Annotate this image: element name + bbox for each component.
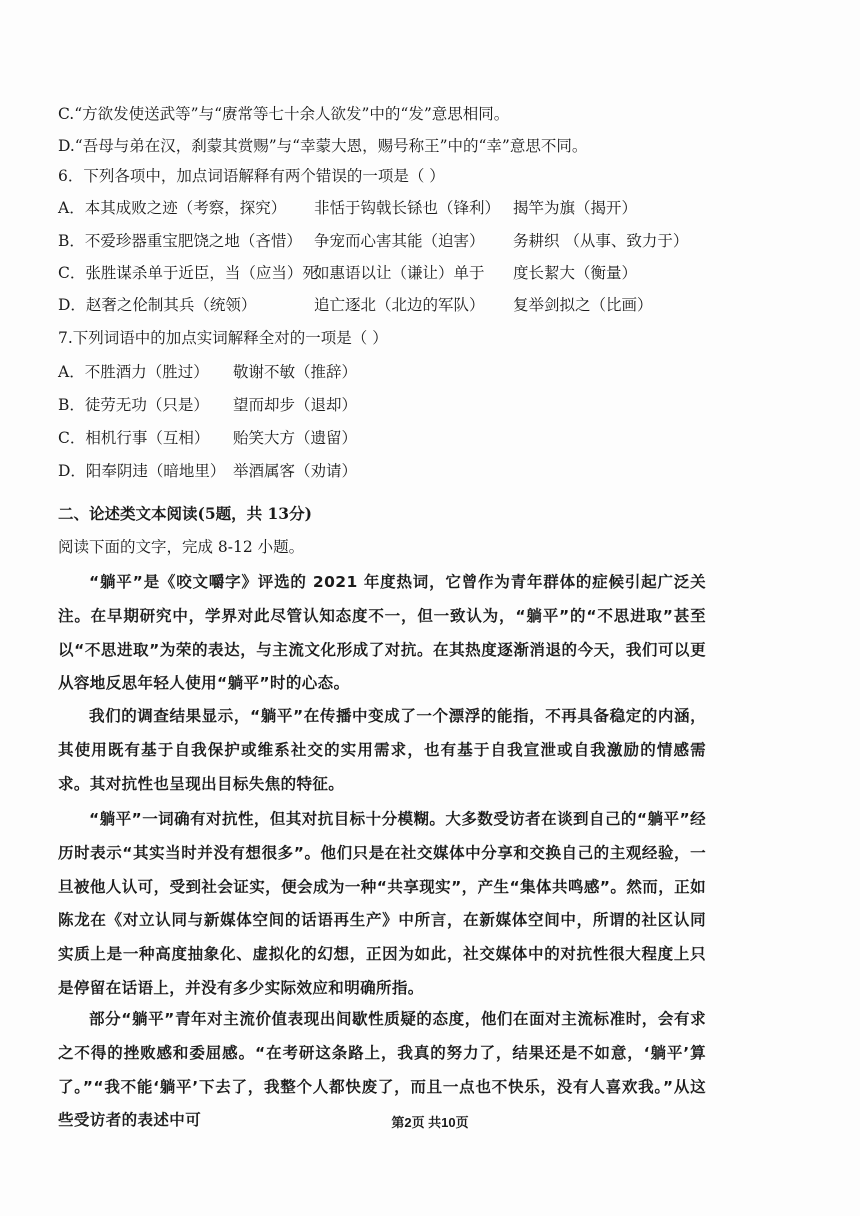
q6-c-3: 度长絜大（衡量） (513, 264, 638, 282)
q6-b-3: 务耕织 （从事、致力于） (513, 232, 689, 250)
paragraph-2: 我们的调查结果显示，“躺平”在传播中变成了一个漂浮的能指，不再具备稳定的内涵，其使用既有基于自我保护或维系社交的实用需求，也有基于自我宣泄或自我激励的情感需求。其对抗性也呈现出目标失焦的特征。 (58, 707, 706, 793)
q7-d-2: 举酒属客（劝请） (233, 462, 358, 480)
q7-a-2: 敬谢不敏（推辞） (233, 363, 358, 381)
q7-b-1: B．徒劳无功（只是） (58, 396, 209, 414)
page-footer: 第2页 共10页 (391, 1115, 469, 1130)
q6-b-1: B．不爱珍器重宝肥饶之地（吝惜） (58, 232, 302, 250)
q6-d-1: D．赵奢之伦制其兵（统领） (58, 296, 257, 314)
q5-option-c: C.“方欲发使送武等”与“赓常等七十余人欲发”中的“发”意思相同。 (58, 105, 510, 123)
q6-a-3: 揭竿为旗（揭开） (513, 199, 638, 217)
q6-stem: 6．下列各项中，加点词语解释有两个错误的一项是（ ） (58, 167, 445, 185)
q7-stem: 7.下列词语中的加点实词解释全对的一项是（ ） (58, 329, 388, 347)
q7-c-1: C．相机行事（互相） (58, 429, 210, 447)
q6-c-2: 如惠语以让（谦让）单于 (314, 264, 485, 282)
paragraph-4: 部分“躺平”青年对主流价值表现出间歇性质疑的态度，他们在面对主流标准时，会有求之不得的挫败感和委屈感。“在考研这条路上，我真的努力了，结果还是不如意，‘躺平’算了。”“我不能‘躺平’下去了，我整个人都快废了，而且一点也不快乐，没有人喜欢我。”从这些受访者的表述中可 (58, 1010, 706, 1130)
q6-d-3: 复举剑拟之（比画） (513, 296, 653, 314)
q7-b-2: 望而却步（退却） (233, 396, 358, 414)
q6-a-1: A．本其成败之迹（考察，探究） (58, 199, 287, 217)
q6-d-2: 追亡逐北（北边的军队） (314, 296, 485, 314)
paragraph-1: “躺平”是《咬文嚼字》评选的 2021 年度热词，它曾作为青年群体的症候引起广泛关注。在早期研究中，学界对此尽管认知态度不一，但一致认为，“躺平”的“不思进取”甚至以“不思进取”为荣的表达，与主流文化形成了对抗。在其热度逐渐消退的今天，我们可以更从容地反思年轻人使用“躺平”时的心态。 (58, 573, 706, 693)
q7-c-2: 贻笑大方（遗留） (233, 429, 358, 447)
section-instruction: 阅读下面的文字，完成 8-12 小题。 (58, 538, 305, 556)
q6-c-1: C．张胜谋杀单于近臣，当（应当）死 (58, 264, 318, 282)
q6-b-2: 争宠而心害其能（迫害） (314, 232, 485, 250)
section-title: 二、论述类文本阅读(5题，共 13分) (58, 504, 312, 523)
q6-a-2: 非恬于钩戟长铩也（锋利） (314, 199, 501, 217)
paragraph-3: “躺平”一词确有对抗性，但其对抗目标十分模糊。大多数受访者在谈到自己的“躺平”经历时表示“其实当时并没有想很多”。他们只是在社交媒体中分享和交换自己的主观经验，一旦被他人认可，受到社会证实，便会成为一种“共享现实”，产生“集体共鸣感”。然而，正如陈龙在《对立认同与新媒体空间的话语再生产》中所言，在新媒体空间中，所谓的社区认同实质上是一种高度抽象化、虚拟化的幻想，正因为如此，社交媒体中的对抗性很大程度上只是停留在话语上，并没有多少实际效应和明确所指。 (58, 810, 706, 997)
q7-a-1: A．不胜酒力（胜过） (58, 363, 209, 381)
q7-d-1: D．阳奉阴违（暗地里） (58, 462, 226, 480)
q5-option-d: D.“吾母与弟在汉，刹蒙其赏赐”与“幸蒙大恩，赐号称王”中的“幸”意思不同。 (58, 137, 588, 155)
